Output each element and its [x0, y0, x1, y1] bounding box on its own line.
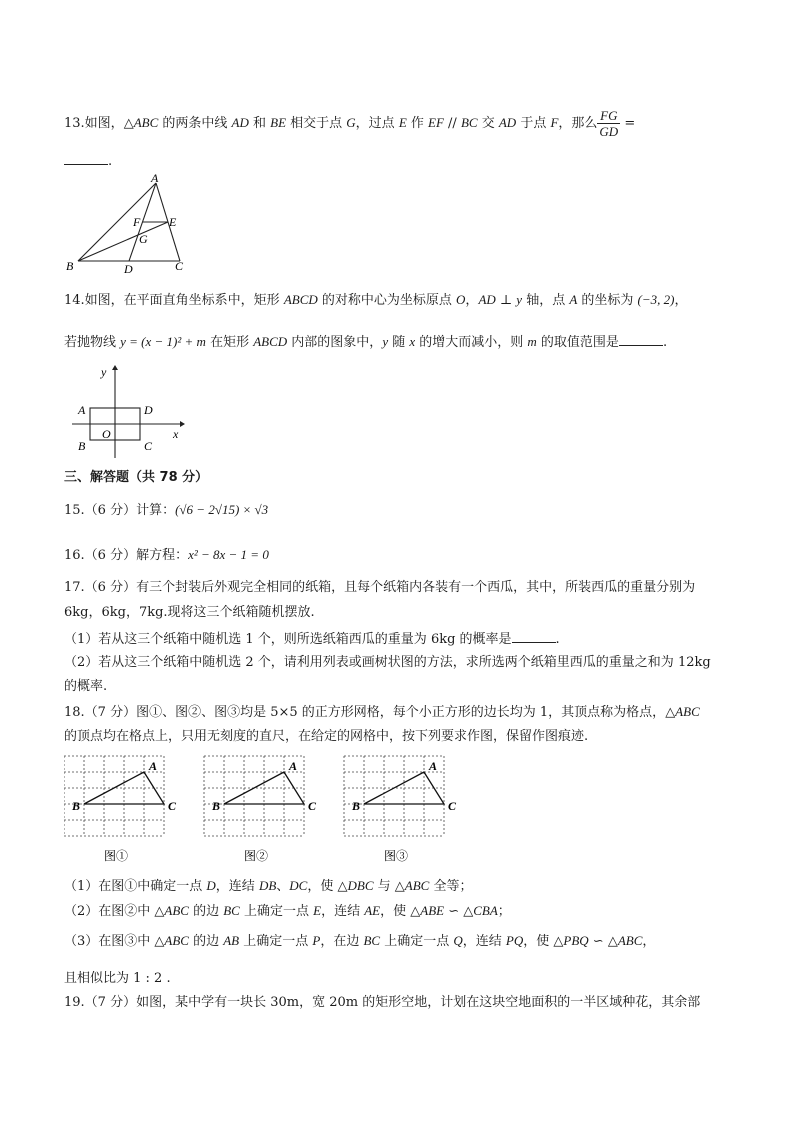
q15-line — [64, 500, 734, 521]
var-o: O — [456, 292, 466, 307]
label-a: A — [149, 759, 158, 773]
q19-line1: 19.（7 分）如图，某中学有一块长 30m，宽 20m 的矩形空地，计划在这块空地面积的一半区域种花，其余部 — [64, 995, 701, 1010]
var-ad: AD — [498, 115, 517, 130]
figure-14-coordinate-plane — [68, 364, 188, 460]
coordinate-a: (−3, 2) — [637, 292, 675, 307]
var-e: E — [398, 115, 407, 130]
q18-text: （1）在图①中确定一点 — [64, 879, 207, 894]
q18-text: 、 — [276, 879, 290, 894]
label-d: D — [124, 262, 133, 276]
q13-line1 — [64, 108, 734, 139]
q13-number: 13.如图， — [64, 116, 124, 131]
q17-part1: （1）若从这三个纸箱中随机选 1 个，则所选纸箱西瓜的重量为 6kg 的概率是 — [64, 632, 512, 647]
q18-text: ， — [642, 934, 656, 949]
answer-blank — [64, 150, 108, 165]
answer-blank — [512, 628, 556, 643]
var-abc: ABC — [404, 878, 430, 893]
var-y: y — [516, 292, 523, 307]
q18-text: 上确定一点 — [380, 934, 454, 949]
q18-part2 — [64, 901, 734, 922]
var-pq: PQ — [505, 933, 524, 948]
var-q: Q — [453, 933, 463, 948]
var-bc: BC — [363, 933, 381, 948]
q18-text: ，连结 — [462, 934, 506, 949]
q17-line2: 6kg，6kg，7kg.现将这三个纸箱随机摆放. — [64, 605, 315, 620]
label-e: E — [169, 215, 177, 229]
q18-text: ，使 △ — [523, 934, 564, 949]
q18-part1 — [64, 876, 734, 897]
grid-figures — [64, 752, 524, 864]
q18-text: ，连结 — [321, 904, 365, 919]
q14-text: 在矩形 — [205, 335, 254, 350]
q18-text: ∽ △ — [444, 904, 474, 919]
var-be: BE — [270, 115, 287, 130]
figure-13-triangle — [64, 172, 204, 278]
parabola-equation: y = (x − 1)² + m — [120, 334, 206, 349]
q18-text: ，在边 — [320, 934, 364, 949]
var-p: P — [312, 933, 321, 948]
median-be — [78, 222, 168, 261]
label-o: O — [102, 427, 111, 441]
q17-line3 — [64, 628, 734, 650]
var-abc: ABC — [164, 903, 189, 918]
var-db: DB — [258, 878, 277, 893]
triangle-abc: △ABC — [665, 704, 700, 719]
var-g: G — [346, 115, 356, 130]
q18-text: 全等； — [429, 879, 473, 894]
label-d: D — [144, 403, 153, 417]
var-cba: CBA — [473, 903, 498, 918]
label-g: G — [139, 232, 148, 246]
q13-text: 作 — [406, 116, 429, 131]
var-f: F — [550, 115, 559, 130]
var-abcd: ABCD — [253, 334, 288, 349]
grid-figure-3 — [344, 756, 457, 863]
triangle-symbol: △ — [123, 116, 134, 131]
q18-text: 上确定一点 — [239, 904, 314, 919]
grid-figure-1 — [64, 756, 177, 863]
period: . — [108, 154, 113, 169]
label-a: A — [78, 403, 86, 417]
q14-text: ， — [674, 293, 688, 308]
label-c: C — [144, 439, 153, 453]
var-ae: AE — [364, 903, 381, 918]
q18-text: ，使 △ — [380, 904, 421, 919]
answer-blank — [619, 331, 663, 346]
q14-line1 — [64, 290, 734, 311]
label-a: A — [429, 759, 438, 773]
q15-expression: (√6 − 2√15) × √3 — [175, 502, 269, 517]
q18-text: ，连结 — [215, 879, 259, 894]
q15-text: 15.（6 分）计算： — [64, 503, 176, 518]
period: . — [662, 335, 668, 350]
var-e: E — [313, 903, 322, 918]
var-ad: AD — [231, 115, 249, 130]
q13-text: 的两条中线 — [158, 116, 232, 131]
caption-figure-1: 图① — [104, 849, 129, 863]
var-abcd: ABCD — [283, 292, 318, 307]
q18-text: 上确定一点 — [239, 934, 313, 949]
fraction-fg-gd — [597, 108, 620, 139]
label-x: x — [173, 427, 179, 441]
q18-text: 18.（7 分）图①、图②、图③均是 5×5 的正方形网格，每个小正方形的边长均为 1，其顶点称为格点， — [64, 705, 666, 720]
q14-line2 — [64, 331, 734, 353]
q16-equation: x² − 8x − 1 = 0 — [188, 547, 269, 562]
q13-text: 交 — [477, 116, 499, 131]
q18-text: 的边 — [188, 934, 224, 949]
label-c: C — [168, 799, 177, 813]
var-a: A — [569, 292, 578, 307]
q18-text: ∽ △ — [588, 934, 618, 949]
label-a: A — [289, 759, 298, 773]
q18-part3 — [64, 931, 734, 952]
var-y: y — [382, 334, 389, 349]
q14-text: 的增大而减小，则 — [415, 335, 528, 350]
q14-text: ⊥ — [495, 293, 517, 308]
fraction-numerator: FG — [597, 108, 620, 124]
q14-text: 的对称中心为坐标原点 — [317, 293, 457, 308]
q18-text: 与 △ — [373, 879, 405, 894]
label-c: C — [308, 799, 317, 813]
label-c: C — [448, 799, 457, 813]
q18-line1 — [64, 702, 734, 723]
var-pbq: PBQ — [563, 933, 589, 948]
label-b: B — [352, 799, 361, 813]
q16-text: 16.（6 分）解方程： — [64, 548, 189, 563]
q18-line2: 的顶点均在格点上，只用无刻度的直尺，在给定的网格中，按下列要求作图，保留作图痕迹. — [64, 729, 589, 744]
label-b: B — [72, 799, 81, 813]
q13-text: 相交于点 — [286, 116, 347, 131]
var-bc: BC — [460, 115, 478, 130]
x-axis-arrow — [180, 421, 185, 427]
label-b: B — [66, 259, 74, 273]
var-d: D — [206, 878, 216, 893]
q17-line1: 17.（6 分）有三个封装后外观完全相同的纸箱，且每个纸箱内各装有一个西瓜，其中，所装西瓜的重量分别为 — [64, 580, 696, 595]
var-m: m — [527, 334, 537, 349]
q16-line — [64, 545, 734, 566]
q18-text: （3）在图③中 △ — [64, 934, 165, 949]
q18-text: 的边 — [188, 904, 224, 919]
var-dbc: DBC — [347, 878, 374, 893]
q13-text: // — [443, 116, 461, 131]
var-ad: AD — [478, 292, 496, 307]
q18-text: ，使 △ — [307, 879, 348, 894]
var-dc: DC — [289, 878, 308, 893]
label-c: C — [175, 259, 184, 273]
var-x: x — [409, 334, 416, 349]
q18-part4: 且相似比为 1 : 2 . — [64, 971, 171, 986]
q14-text: 内部的图象中， — [287, 335, 383, 350]
q13-text: 于点 — [516, 116, 551, 131]
caption-figure-2: 图② — [244, 849, 269, 863]
q13-text: 和 — [248, 116, 271, 131]
label-y: y — [101, 365, 107, 379]
q14-text: 14.如图，在平面直角坐标系中，矩形 — [64, 293, 284, 308]
var-abc: ABC — [617, 933, 643, 948]
section-heading: 三、解答题（共 78 分） — [64, 470, 209, 485]
q13-line2 — [64, 150, 734, 172]
label-b: B — [78, 439, 86, 453]
fraction-denominator: GD — [599, 124, 619, 139]
equals-sign: = — [620, 116, 636, 131]
q14-text: 随 — [388, 335, 410, 350]
label-f: F — [133, 215, 141, 229]
var-abe: ABE — [420, 903, 445, 918]
var-abc: ABC — [164, 933, 189, 948]
caption-figure-3: 图③ — [384, 849, 409, 863]
grid-figure-2 — [204, 756, 317, 863]
q18-text: ； — [497, 904, 511, 919]
var-bc: BC — [223, 903, 240, 918]
q14-text: 的坐标为 — [577, 293, 638, 308]
var-ef: EF — [428, 115, 444, 130]
q14-text: 轴，点 — [522, 293, 570, 308]
q13-text: ，过点 — [355, 116, 399, 131]
q13-text: ，那么 — [558, 116, 598, 131]
label-b: B — [212, 799, 221, 813]
var-ab: AB — [223, 933, 240, 948]
y-axis-arrow — [112, 365, 118, 370]
var-abc: ABC — [133, 115, 159, 130]
label-a: A — [151, 172, 159, 185]
period: . — [555, 632, 560, 647]
q14-text: ， — [465, 293, 479, 308]
q17-line4: （2）若从这三个纸箱中随机选 2 个，请利用列表或画树状图的方法，求所选两个纸箱里西瓜的重量之和为 12kg — [64, 655, 711, 670]
q17-line5: 的概率. — [64, 679, 108, 694]
q14-text: 若抛物线 — [64, 335, 121, 350]
q14-text: 的取值范围是 — [536, 335, 619, 350]
q18-text: （2）在图②中 △ — [64, 904, 165, 919]
